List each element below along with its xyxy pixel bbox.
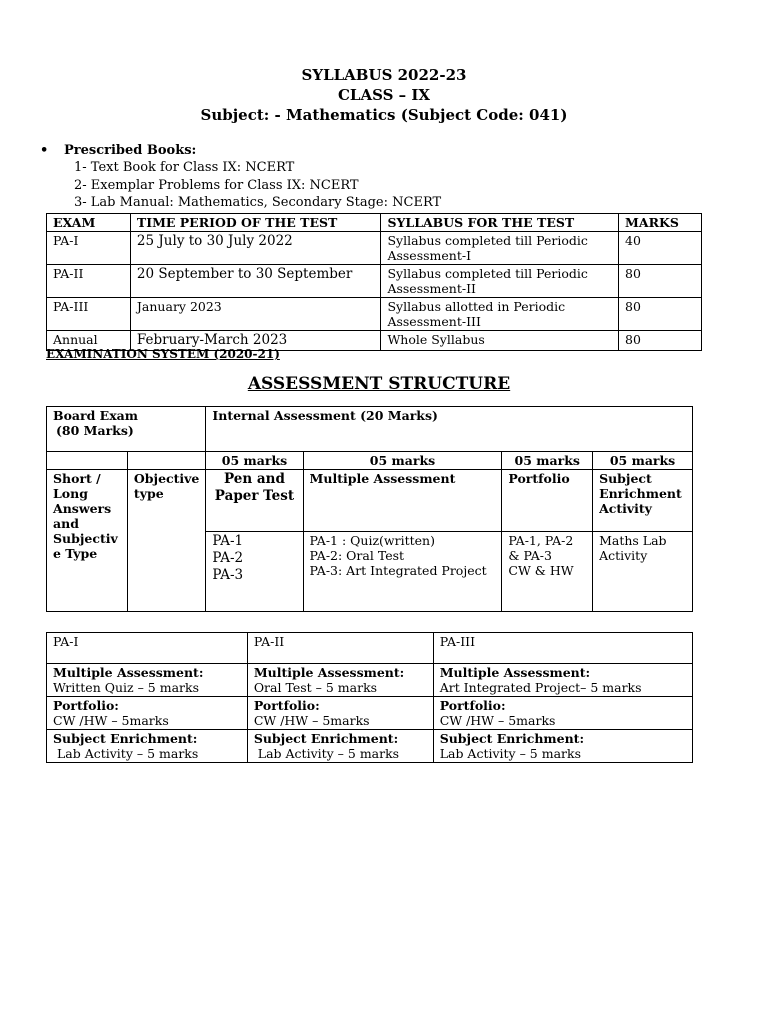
empty-cell <box>47 452 128 470</box>
marks-cell: 05 marks <box>593 452 693 470</box>
table-cell: Syllabus completed till Periodic Assessment-II <box>381 265 619 298</box>
list-item: PA-2 <box>212 550 244 566</box>
list-item: PA-1 <box>212 533 244 549</box>
row-label: Portfolio: <box>53 698 119 713</box>
row-value: Oral Test – 5 marks <box>253 680 378 695</box>
row-value: Lab Activity – 5 marks <box>53 746 199 761</box>
row-value: Lab Activity – 5 marks <box>439 746 582 761</box>
column-header: SYLLABUS FOR THE TEST <box>381 214 619 232</box>
marks-cell: 05 marks <box>303 452 502 470</box>
table-cell: 40 <box>619 232 702 265</box>
multiple-assessment-cell: Multiple Assessment <box>303 470 502 532</box>
empty-cell <box>127 452 205 470</box>
examination-system-heading: EXAMINATION SYSTEM (2020-21) <box>46 347 280 361</box>
list-item: PA-3: Art Integrated Project <box>309 563 487 578</box>
list-item: Maths Lab <box>599 533 667 548</box>
row-value: CW /HW – 5marks <box>253 713 370 728</box>
marks-cell: 05 marks <box>502 452 593 470</box>
table-cell: Annual <box>47 331 131 351</box>
book-item: 2- Exemplar Problems for Class IX: NCERT <box>74 178 359 193</box>
column-header: PA-III <box>433 633 692 664</box>
table-cell: 80 <box>619 298 702 331</box>
table-cell: February-March 2023 <box>130 331 381 351</box>
table-cell: PA-II <box>47 265 131 298</box>
table-cell <box>47 697 248 730</box>
board-exam-cell <box>47 407 206 452</box>
multiple-list-cell <box>303 532 502 612</box>
row-label: Multiple Assessment: <box>439 665 591 680</box>
table-row <box>47 730 693 763</box>
table-row <box>47 232 702 265</box>
column-header: PA-I <box>47 633 248 664</box>
subject-title: Subject: - Mathematics (Subject Code: 041) <box>200 106 568 124</box>
row-label: Subject Enrichment: <box>53 731 198 746</box>
table-cell: 25 July to 30 July 2022 <box>130 232 381 265</box>
assessment-structure-table <box>46 406 693 612</box>
table-cell <box>47 664 248 697</box>
table-row <box>47 407 693 452</box>
column-header: TIME PERIOD OF THE TEST <box>130 214 381 232</box>
list-item: CW & HW <box>508 563 574 578</box>
row-value: Written Quiz – 5 marks <box>53 680 200 695</box>
pa-list-cell <box>206 532 303 612</box>
book-item: 1- Text Book for Class IX: NCERT <box>74 160 295 175</box>
row-label: Multiple Assessment: <box>53 665 204 680</box>
board-exam-label: Board Exam <box>53 408 138 423</box>
syllabus-title: SYLLABUS 2022-23 <box>301 66 467 84</box>
table-cell: Whole Syllabus <box>381 331 619 351</box>
row-label: Portfolio: <box>439 698 506 713</box>
table-cell: PA-III <box>47 298 131 331</box>
row-label: Subject Enrichment: <box>439 731 585 746</box>
table-cell <box>433 697 692 730</box>
list-item: Activity <box>599 548 648 563</box>
table-header-row <box>47 633 693 664</box>
internal-assessment-cell: Internal Assessment (20 Marks) <box>206 407 693 452</box>
table-cell <box>247 697 433 730</box>
row-value: Art Integrated Project– 5 marks <box>439 680 642 695</box>
table-row <box>47 697 693 730</box>
column-header: MARKS <box>619 214 702 232</box>
table-cell <box>433 730 692 763</box>
table-cell <box>433 664 692 697</box>
board-exam-marks: (80 Marks) <box>56 423 134 438</box>
table-row <box>47 452 693 470</box>
list-item: PA-3 <box>212 567 244 583</box>
prescribed-books-heading <box>40 143 196 158</box>
column-header: EXAM <box>47 214 131 232</box>
objective-type-cell: Objective type <box>127 470 205 612</box>
book-item: 3- Lab Manual: Mathematics, Secondary Stage: NCERT <box>74 195 442 210</box>
table-row <box>47 265 702 298</box>
list-item: PA-1 : Quiz(written) <box>309 533 435 548</box>
short-long-answers-cell: Short / Long Answers and Subjectiv e Type <box>47 470 128 612</box>
row-value: Lab Activity – 5 marks <box>253 746 400 761</box>
table-row <box>47 470 693 532</box>
list-item: PA-2: Oral Test <box>309 548 405 563</box>
column-header: PA-II <box>247 633 433 664</box>
table-cell <box>247 730 433 763</box>
table-cell: Syllabus completed till Periodic Assessment-I <box>381 232 619 265</box>
bullet: • <box>40 143 49 158</box>
table-header-row <box>47 214 702 232</box>
table-cell: January 2023 <box>130 298 381 331</box>
marks-cell: 05 marks <box>206 452 303 470</box>
class-title: CLASS – IX <box>337 86 431 104</box>
row-value: CW /HW – 5marks <box>53 713 169 728</box>
books-heading-label: Prescribed Books: <box>64 143 197 158</box>
list-item: PA-1, PA-2 <box>508 533 574 548</box>
table-cell: 20 September to 30 September <box>130 265 381 298</box>
exam-schedule-table <box>46 213 702 351</box>
portfolio-list-cell <box>502 532 593 612</box>
table-row <box>47 664 693 697</box>
row-label: Portfolio: <box>253 698 320 713</box>
table-row <box>47 298 702 331</box>
table-cell: Syllabus allotted in Periodic Assessment-III <box>381 298 619 331</box>
enrichment-list-cell <box>593 532 693 612</box>
row-label: Multiple Assessment: <box>253 665 405 680</box>
table-cell: 80 <box>619 265 702 298</box>
list-item: & PA-3 <box>508 548 552 563</box>
subject-enrichment-cell: Subject Enrichment Activity <box>593 470 693 532</box>
pen-paper-test-cell: Pen and Paper Test <box>206 470 303 532</box>
pa-breakdown-table <box>46 632 693 763</box>
table-cell: 80 <box>619 331 702 351</box>
assessment-structure-title: ASSESSMENT STRUCTURE <box>247 374 511 394</box>
row-value: CW /HW – 5marks <box>439 713 556 728</box>
table-cell <box>47 730 248 763</box>
row-label: Subject Enrichment: <box>253 731 399 746</box>
table-cell: PA-I <box>47 232 131 265</box>
table-cell <box>247 664 433 697</box>
portfolio-cell: Portfolio <box>502 470 593 532</box>
